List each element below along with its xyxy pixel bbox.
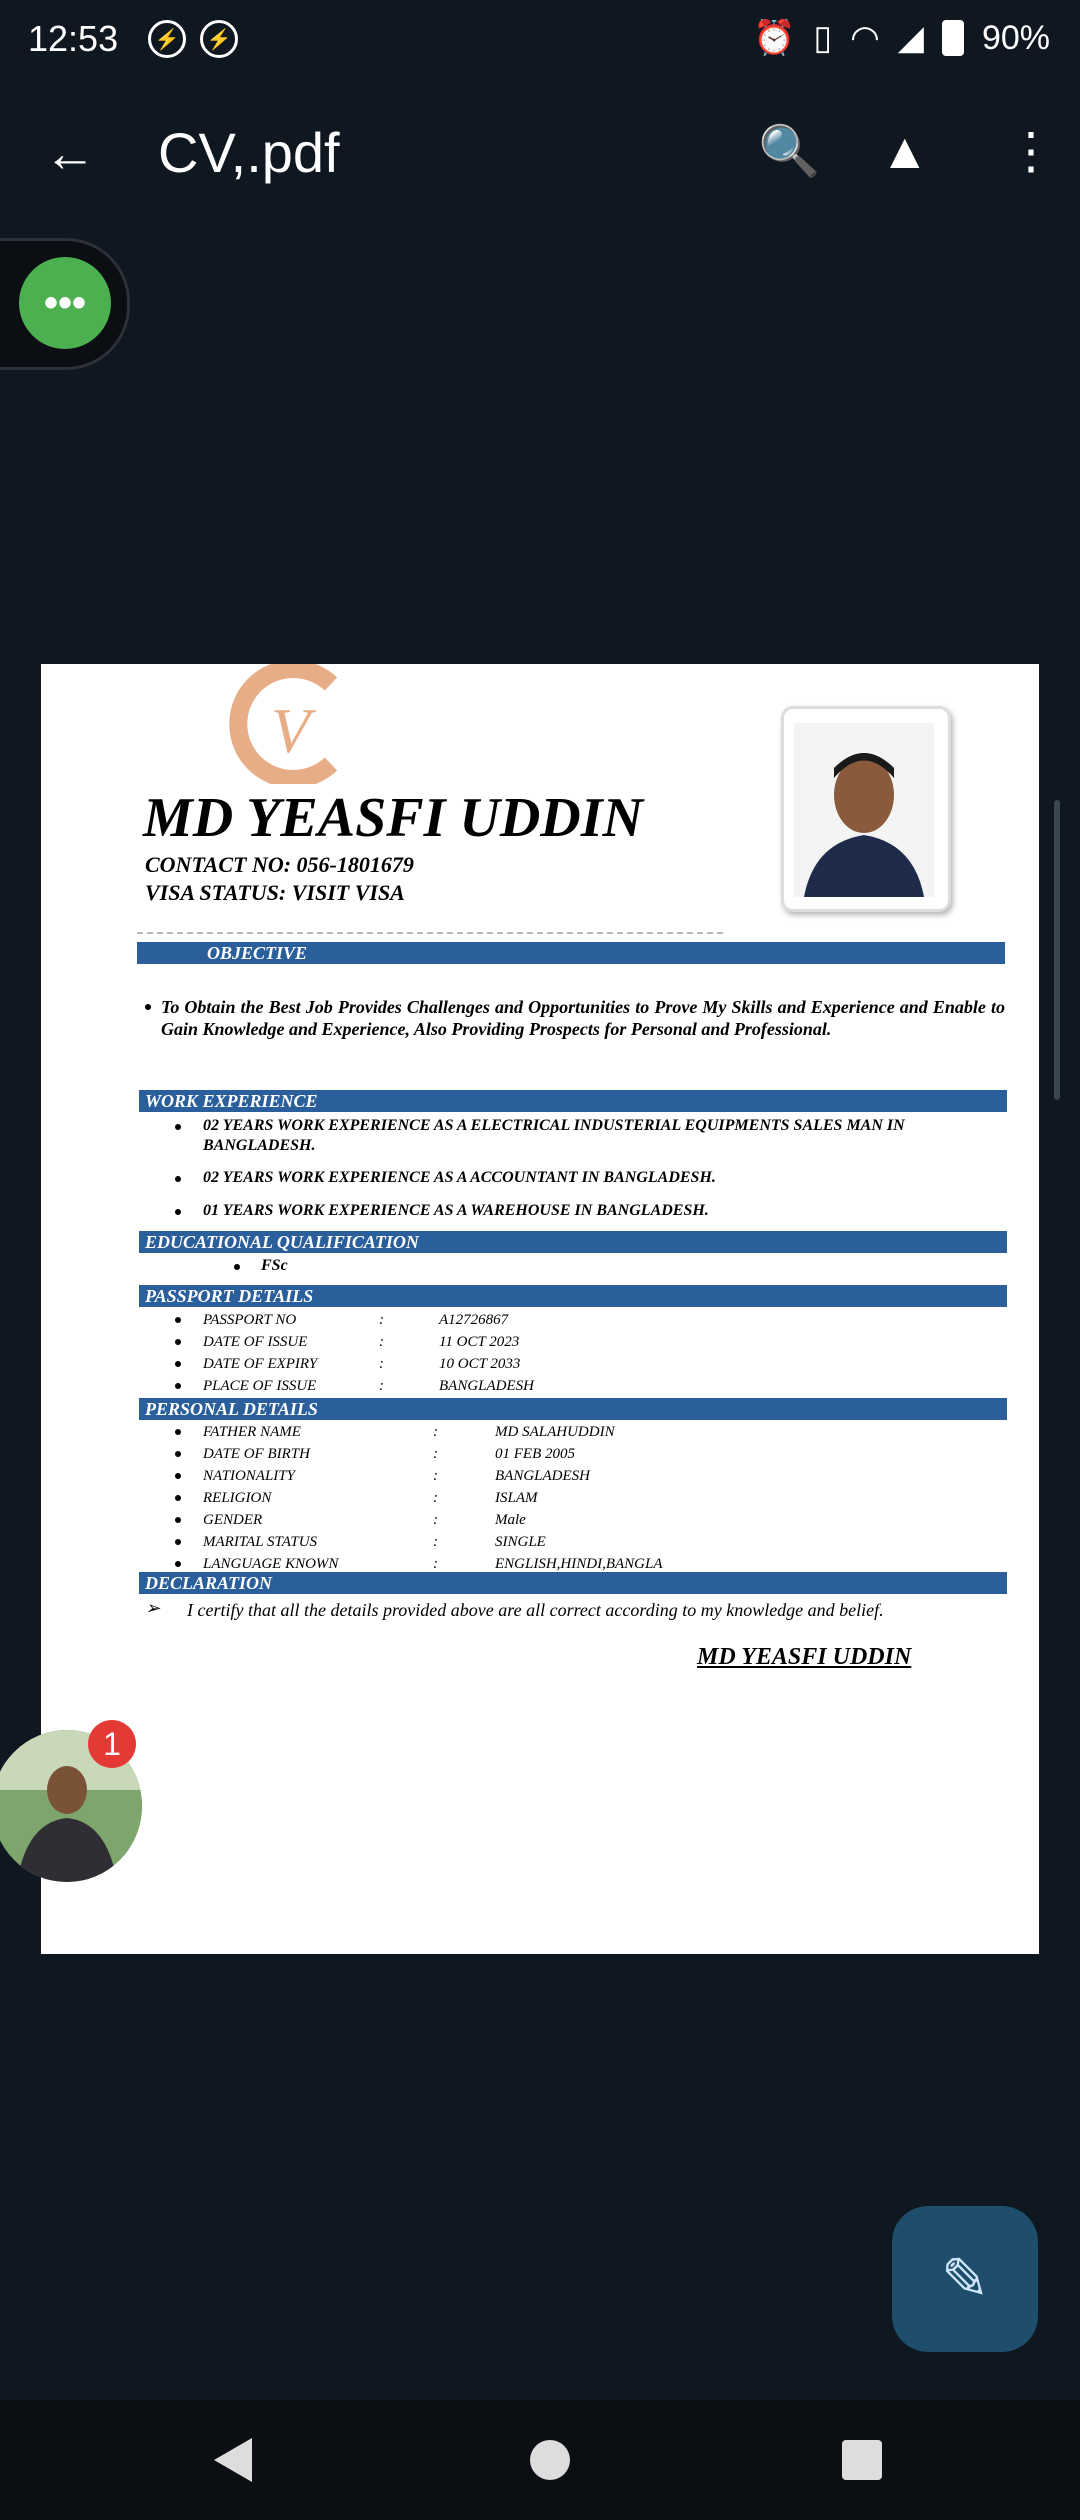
- notification-badge: 1: [88, 1720, 136, 1768]
- bullet: [145, 1004, 151, 1010]
- alarm-icon: ⏰: [753, 19, 796, 57]
- arrow-bullet-icon: ➢: [145, 1598, 161, 1618]
- top-app-bar: [0, 84, 1080, 224]
- nav-back-icon[interactable]: [214, 2438, 252, 2482]
- battery-icon: [942, 20, 964, 56]
- detail-value: BANGLADESH: [439, 1378, 534, 1394]
- edit-icon: ✎: [940, 2247, 990, 2312]
- section-education: EDUCATIONAL QUALIFICATION: [139, 1231, 1007, 1253]
- section-work-experience: WORK EXPERIENCE: [139, 1090, 1007, 1112]
- detail-key: DATE OF BIRTH: [203, 1446, 310, 1462]
- detail-value: A12726867: [439, 1312, 509, 1328]
- detail-key: DATE OF ISSUE: [203, 1334, 308, 1350]
- nav-recents-icon[interactable]: [842, 2440, 882, 2480]
- detail-colon: :: [433, 1512, 438, 1528]
- detail-key: LANGUAGE KNOWN: [203, 1556, 339, 1572]
- detail-key: PLACE OF ISSUE: [203, 1378, 317, 1394]
- bullet: [175, 1339, 181, 1345]
- detail-key: PASSPORT NO: [203, 1312, 297, 1328]
- detail-colon: :: [433, 1534, 438, 1550]
- bullet: [175, 1317, 181, 1323]
- chat-head[interactable]: [0, 1720, 144, 1882]
- messenger-icon: ⚡: [148, 20, 186, 58]
- declaration-text: I certify that all the details provided above are all correct according to my knowledge and belief.: [187, 1600, 884, 1620]
- cv-logo: [211, 664, 361, 784]
- profile-photo: [794, 723, 934, 897]
- detail-colon: :: [433, 1468, 438, 1484]
- bullet: [175, 1539, 181, 1545]
- section-personal: PERSONAL DETAILS: [139, 1398, 1007, 1420]
- bullet: [175, 1561, 181, 1567]
- detail-value: ENGLISH,HINDI,BANGLA: [495, 1556, 663, 1572]
- detail-value: 01 FEB 2005: [495, 1446, 575, 1462]
- detail-value: ISLAM: [495, 1490, 538, 1506]
- battery-percent: 90%: [981, 18, 1050, 57]
- back-arrow-icon[interactable]: ←: [44, 125, 96, 183]
- more-vert-icon[interactable]: ⋮: [1006, 123, 1056, 179]
- detail-value: SINGLE: [495, 1534, 546, 1550]
- detail-colon: :: [379, 1378, 384, 1394]
- bullet: [175, 1451, 181, 1457]
- profile-photo-frame: [781, 706, 951, 912]
- detail-colon: :: [379, 1334, 384, 1350]
- detail-colon: :: [433, 1424, 438, 1440]
- wifi-icon: ◠: [850, 19, 880, 57]
- bullet: [175, 1176, 181, 1182]
- work-item: 01 YEARS WORK EXPERIENCE AS A WAREHOUSE IN BANGLADESH.: [203, 1202, 709, 1219]
- detail-key: GENDER: [203, 1512, 263, 1528]
- bullet: [175, 1383, 181, 1389]
- signal-icon: ◢: [897, 19, 924, 57]
- navigation-bar: [0, 2400, 1080, 2520]
- cv-name: MD YEASFI UDDIN: [143, 787, 643, 849]
- document-search-icon[interactable]: 🔍: [758, 123, 821, 179]
- detail-key: DATE OF EXPIRY: [203, 1356, 318, 1372]
- bullet: [175, 1361, 181, 1367]
- edit-button[interactable]: [892, 2206, 1038, 2352]
- cv-contact: CONTACT NO: 056-1801679: [145, 852, 414, 877]
- drive-add-icon[interactable]: ▲: [880, 123, 930, 179]
- detail-value: 10 OCT 2033: [439, 1356, 521, 1372]
- vibrate-icon: ▯: [813, 19, 833, 57]
- bullet: [175, 1495, 181, 1501]
- education-item: FSc: [261, 1257, 288, 1274]
- bullet: [175, 1473, 181, 1479]
- detail-value: MD SALAHUDDIN: [495, 1424, 615, 1440]
- detail-colon: :: [433, 1490, 438, 1506]
- cv-visa-status: VISA STATUS: VISIT VISA: [145, 880, 405, 905]
- section-objective: OBJECTIVE: [137, 942, 1005, 964]
- detail-colon: :: [433, 1556, 438, 1572]
- detail-key: FATHER NAME: [203, 1424, 301, 1440]
- bullet: [234, 1264, 240, 1270]
- detail-value: Male: [495, 1512, 526, 1528]
- detail-colon: :: [379, 1356, 384, 1372]
- section-declaration: DECLARATION: [139, 1572, 1007, 1594]
- more-horiz-icon[interactable]: •••: [19, 257, 111, 349]
- separator-line: [137, 932, 723, 934]
- svg-text:V: V: [271, 695, 311, 766]
- detail-key: MARITAL STATUS: [203, 1534, 318, 1550]
- scrollbar[interactable]: [1054, 800, 1060, 1100]
- objective-text: To Obtain the Best Job Provides Challenges and Opportunities to Prove My Skills and Experience and Enable to Gain Knowledge and Experience, Also Providing Prospects for Personal and Professional.: [161, 997, 1005, 1039]
- signature: MD YEASFI UDDIN: [697, 1644, 912, 1670]
- pdf-page: [41, 664, 1039, 1954]
- messenger-icon: ⚡: [200, 20, 238, 58]
- status-time: 12:53: [28, 18, 119, 59]
- work-item: 02 YEARS WORK EXPERIENCE AS A ELECTRICAL INDUSTERIAL EQUIPMENTS SALES MAN IN BANGLADESH.: [203, 1117, 905, 1154]
- detail-key: RELIGION: [203, 1490, 272, 1506]
- bullet: [175, 1209, 181, 1215]
- status-bar: [0, 0, 1080, 84]
- bullet: [175, 1124, 181, 1130]
- document-title: CV,.pdf: [158, 121, 340, 184]
- bullet: [175, 1429, 181, 1435]
- detail-value: 11 OCT 2023: [439, 1334, 520, 1350]
- bullet: [175, 1517, 181, 1523]
- work-item: 02 YEARS WORK EXPERIENCE AS A ACCOUNTANT IN BANGLADESH.: [203, 1169, 716, 1186]
- section-passport: PASSPORT DETAILS: [139, 1285, 1007, 1307]
- floating-menu-bubble[interactable]: [0, 238, 130, 370]
- detail-colon: :: [433, 1446, 438, 1462]
- detail-key: NATIONALITY: [203, 1468, 295, 1484]
- detail-value: BANGLADESH: [495, 1468, 590, 1484]
- detail-colon: :: [379, 1312, 384, 1328]
- nav-home-icon[interactable]: [530, 2440, 570, 2480]
